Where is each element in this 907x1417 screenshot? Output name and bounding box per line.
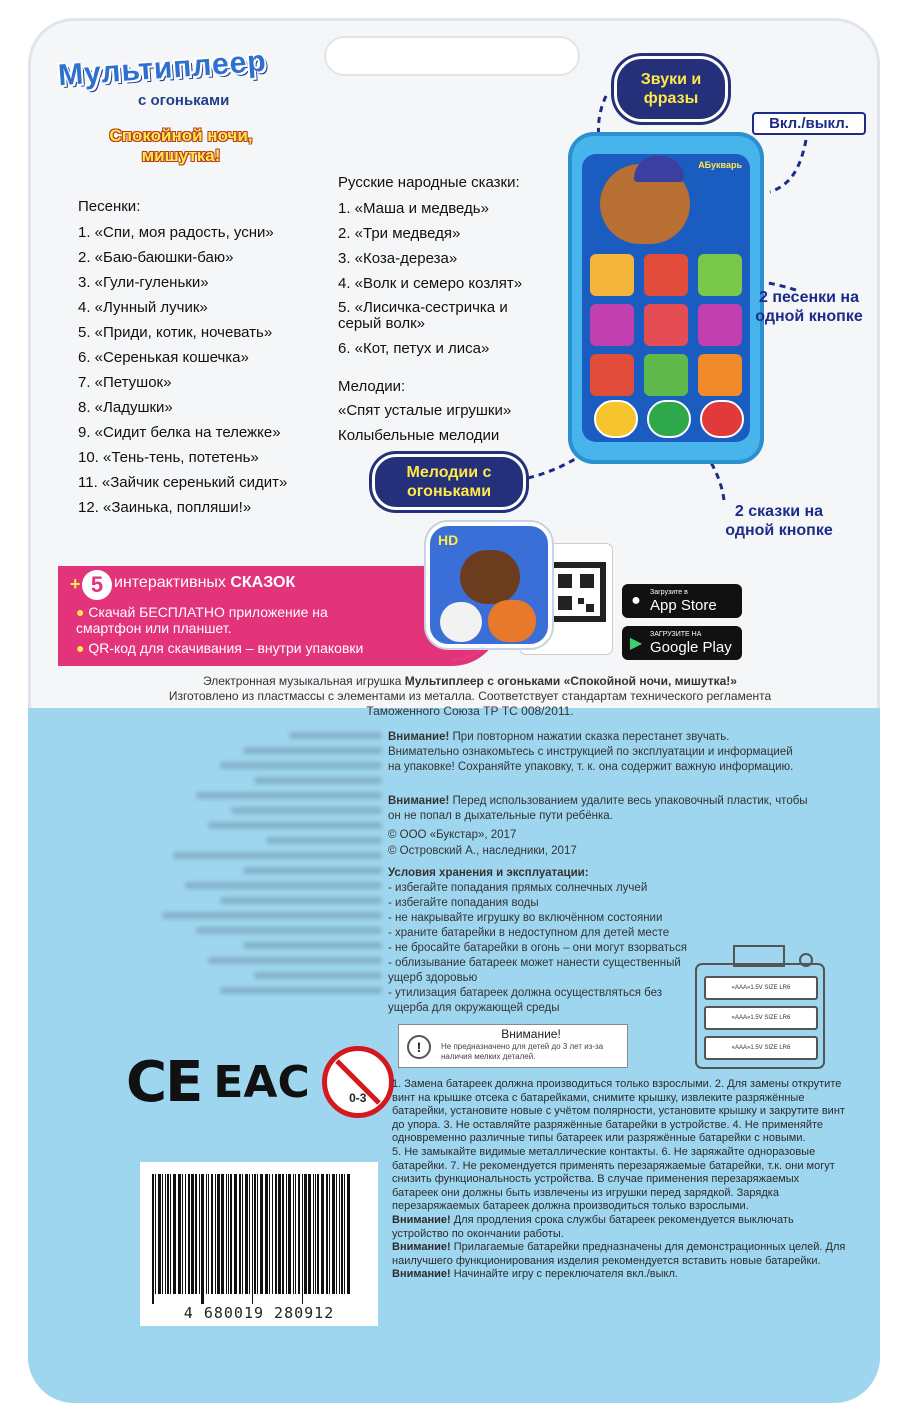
barcode-bar xyxy=(260,1174,263,1294)
barcode-bar xyxy=(288,1174,291,1294)
barcode-bar xyxy=(245,1174,248,1294)
list-item: - избегайте попадания воды xyxy=(388,897,539,909)
list-item: 2. «Три медведя» xyxy=(338,225,461,242)
instruction-paragraph xyxy=(392,1241,846,1268)
certification-marks xyxy=(126,1046,394,1118)
app-bear-icon xyxy=(460,550,520,604)
barcode-bar xyxy=(295,1174,296,1294)
list-item: 6. «Кот, петух и лиса» xyxy=(338,340,490,357)
promo-heading-prefix: интерактивных xyxy=(114,574,226,591)
barcode-bar xyxy=(158,1174,161,1294)
notice-attention-1 xyxy=(388,730,798,775)
phone-tiles xyxy=(590,254,742,396)
tile-button xyxy=(644,354,688,396)
phone-keys xyxy=(594,400,744,438)
battery-instructions xyxy=(392,1078,846,1282)
promo-bullet-text: Скачай БЕСПЛАТНО приложение на смартфон или планшет. xyxy=(76,604,328,636)
barcode-bar xyxy=(298,1174,300,1294)
barcode-bar xyxy=(242,1174,243,1294)
barcode-bar xyxy=(339,1174,340,1294)
barcode-bar xyxy=(321,1174,324,1294)
list-item: 10. «Тень-тень, потетень» xyxy=(78,449,259,466)
battery-diagram xyxy=(694,940,826,1070)
barcode-bar xyxy=(341,1174,343,1294)
barcode-bar xyxy=(275,1174,277,1294)
app-store-small: Загрузите в xyxy=(650,589,688,596)
screen-logo: АБукварь xyxy=(698,160,742,170)
melodies-list xyxy=(338,398,511,448)
barcode-bar xyxy=(234,1174,237,1294)
eac-mark: EAC xyxy=(213,1056,310,1108)
barcode-bar xyxy=(326,1174,328,1294)
notice-text: При повторном нажатии сказка перестанет звучать. Внимательно ознакомьтесь с инструкцией по эксплуатации и информацией на упаковке! Сохраняйте упаковку, т. к. она содержит важную информацию. xyxy=(388,731,794,773)
barcode-bar xyxy=(206,1174,207,1294)
apple-icon: ● xyxy=(631,592,641,609)
instruction-text: Начинайте игру с переключателя вкл./выкл. xyxy=(453,1268,678,1281)
barcode-bar xyxy=(230,1174,232,1294)
barcode-bar xyxy=(162,1174,163,1294)
barcode-bar xyxy=(178,1174,181,1294)
list-item: «Спят усталые игрушки» xyxy=(338,402,512,419)
instruction-text: Прилагаемые батарейки предназначены для демонстрационных целей. Для наилучшего функционирования изделия рекомендуется вставить новые батарейки. xyxy=(392,1241,846,1267)
desc-line-3: Таможенного Союза ТР ТС 008/2011. xyxy=(366,704,574,718)
desc-line-2: Изготовлено из пластмассы с элементами из металла. Соответствует стандартам технического регламента xyxy=(168,689,772,703)
barcode-bar xyxy=(217,1174,220,1294)
promo-bullet-1: ● Скачай БЕСПЛАТНО приложение на смартфон или планшет. xyxy=(76,604,328,636)
barcode-bar xyxy=(211,1174,213,1294)
tile-button xyxy=(698,354,742,396)
barcode-bar xyxy=(201,1174,204,1304)
product-description xyxy=(140,674,800,719)
battery-cell: «AAA»1.5V SIZE LR6 xyxy=(704,976,818,1000)
list-item: - не накрывайте игрушку во включённом состоянии xyxy=(388,912,663,924)
barcode-bars xyxy=(152,1174,366,1304)
list-item: 3. «Гули-гуленьки» xyxy=(78,274,209,291)
list-item: - храните батарейки в недоступном для детей месте xyxy=(388,927,670,939)
barcode-bar xyxy=(173,1174,176,1294)
barcode-bar xyxy=(165,1174,166,1294)
instruction-paragraph xyxy=(392,1214,846,1241)
notice-text: Перед использованием удалите весь упаковочный пластик, чтобы он не попал в дыхательные пути ребёнка. xyxy=(388,795,808,822)
barcode-bar xyxy=(254,1174,256,1294)
copyright-2: © Островский А., наследники, 2017 xyxy=(388,845,577,857)
barcode-bar xyxy=(191,1174,194,1294)
promo-heading-strong: СКАЗОК xyxy=(230,574,296,591)
barcode-bar xyxy=(272,1174,273,1294)
barcode-bar xyxy=(195,1174,197,1294)
callout-two-songs: 2 песенки на одной кнопке xyxy=(755,289,863,325)
list-item: Колыбельные мелодии xyxy=(338,427,500,444)
copyright-1: © ООО «Букстар», 2017 xyxy=(388,829,517,841)
circle-key-icon xyxy=(647,400,691,438)
barcode-bar xyxy=(188,1174,190,1294)
melodies-title: Мелодии: xyxy=(338,378,406,395)
barcode-bar xyxy=(199,1174,200,1294)
ce-mark: CE xyxy=(126,1049,202,1115)
star-key-icon xyxy=(594,400,638,438)
google-play-icon: ▶ xyxy=(629,635,643,652)
instruction-label: Внимание! xyxy=(392,1213,451,1226)
desc-product-name: Мультиплеер с огоньками «Спокойной ночи, мишутка!» xyxy=(404,674,737,688)
instruction-text: Для продления срока службы батареек рекомендуется выключать устройство по окончании работы. xyxy=(392,1213,794,1240)
list-item: - облизывание батареек может нанести существенный ущерб здоровью xyxy=(388,957,681,984)
list-item: 4. «Волк и семеро козлят» xyxy=(338,275,523,292)
product-subtitle: Спокойной ночи, мишутка! xyxy=(109,126,253,165)
barcode-bar xyxy=(317,1174,319,1294)
barcode-bar xyxy=(278,1174,281,1294)
barcode-bar xyxy=(257,1174,258,1294)
barcode-bar xyxy=(344,1174,345,1294)
instruction-paragraph: 5. Не замыкайте видимые металлические контакты. 6. Не заряжайте одноразовые батарейки. 7. Не рекомендуется применять перезаряжаемые батарейки, т.к. они могут снизить функциональность устройства. В случае применения перезаряжаемых батареек они должны быть извлечены из игрушки перед зарядкой. Зарядка перезаряжаемых батареек должна производиться только взрослыми. xyxy=(392,1145,835,1213)
list-item: 5. «Лисичка-сестричка и серый волк» xyxy=(338,299,508,332)
age-restriction-icon xyxy=(322,1046,394,1118)
list-item: 1. «Маша и медведь» xyxy=(338,200,489,217)
list-item: 3. «Коза-дереза» xyxy=(338,250,458,267)
google-play-badge[interactable] xyxy=(622,626,742,660)
list-item: 9. «Сидит белка на тележке» xyxy=(78,424,281,441)
barcode-bar xyxy=(185,1174,186,1294)
promo-plus: + xyxy=(70,574,81,594)
barcode-bar xyxy=(215,1174,216,1294)
prohibited-slash-icon xyxy=(327,1051,389,1113)
songs-title: Песенки: xyxy=(78,198,141,215)
warning-title: Внимание! xyxy=(501,1027,561,1041)
brand-logo xyxy=(57,44,298,128)
blurred-manufacturer-info xyxy=(150,724,382,1024)
callout-power: Вкл./выкл. xyxy=(752,112,866,135)
callout-two-tales: 2 сказки на одной кнопке xyxy=(725,503,833,539)
app-fox-icon xyxy=(488,600,536,642)
songs-list xyxy=(78,220,287,520)
list-item: 8. «Ладушки» xyxy=(78,399,173,416)
barcode-bar xyxy=(329,1174,330,1294)
barcode-bar xyxy=(336,1174,337,1294)
phone-toy-image xyxy=(568,132,764,464)
barcode-bar xyxy=(315,1174,316,1294)
barcode-bar xyxy=(304,1174,307,1294)
tile-button xyxy=(644,304,688,346)
tile-button xyxy=(698,254,742,296)
tile-button xyxy=(644,254,688,296)
hang-hole xyxy=(324,36,580,76)
list-item: 4. «Лунный лучик» xyxy=(78,299,208,316)
barcode-bar xyxy=(269,1174,270,1294)
list-item: - не бросайте батарейки в огонь – они могут взорваться xyxy=(388,942,688,954)
app-hd-badge: HD xyxy=(438,532,459,548)
warning-icon: ! xyxy=(407,1035,431,1059)
promo-number: 5 xyxy=(82,570,112,600)
barcode-bar xyxy=(221,1174,224,1294)
phone-screen xyxy=(582,154,750,442)
tales-title: Русские народные сказки: xyxy=(338,174,520,191)
promo-bullet-2: ● QR-код для скачивания – внутри упаковки xyxy=(76,640,364,656)
notice-label: Внимание! xyxy=(388,795,450,807)
storage-section xyxy=(388,866,688,1016)
promo-heading xyxy=(114,574,295,592)
list-item: 2. «Баю-баюшки-баю» xyxy=(78,249,234,266)
barcode-bar xyxy=(286,1174,287,1294)
heart-key-icon xyxy=(700,400,744,438)
list-item: 5. «Приди, котик, ночевать» xyxy=(78,324,273,341)
barcode-bar xyxy=(182,1174,183,1294)
tales-list xyxy=(338,196,548,361)
barcode xyxy=(140,1162,378,1326)
tile-button xyxy=(590,354,634,396)
app-store-name: App Store xyxy=(650,597,717,614)
desc-prefix: Электронная музыкальная игрушка xyxy=(203,674,402,688)
list-item: 1. «Спи, моя радость, усни» xyxy=(78,224,274,241)
barcode-number: 4 680019 280912 xyxy=(183,1304,335,1322)
list-item: - избегайте попадания прямых солнечных лучей xyxy=(388,882,648,894)
battery-cell: «AAA»1.5V SIZE LR6 xyxy=(704,1036,818,1060)
barcode-bar xyxy=(293,1174,294,1294)
barcode-bar xyxy=(228,1174,229,1294)
list-item: 12. «Заинька, попляши!» xyxy=(78,499,252,516)
tile-button xyxy=(590,304,634,346)
list-item: 6. «Серенькая кошечка» xyxy=(78,349,249,366)
instruction-label: Внимание! xyxy=(392,1241,451,1254)
barcode-bar xyxy=(302,1174,303,1304)
barcode-bar xyxy=(155,1174,156,1294)
barcode-bar xyxy=(226,1174,227,1294)
callout-sounds: Звуки и фразы xyxy=(614,56,728,122)
bear-nightcap xyxy=(634,156,684,182)
barcode-bar xyxy=(313,1174,314,1294)
promo-bullet-text: QR-код для скачивания – внутри упаковки xyxy=(88,640,364,656)
app-icon-image xyxy=(426,522,552,648)
list-item: 7. «Петушок» xyxy=(78,374,172,391)
instruction-paragraph xyxy=(392,1268,846,1282)
google-play-name: Google Play xyxy=(650,639,732,656)
notice-label: Внимание! xyxy=(388,731,450,743)
instruction-label: Внимание! xyxy=(392,1268,451,1281)
age-label: 0-3 xyxy=(349,1091,367,1105)
app-store-badge[interactable] xyxy=(622,584,742,618)
age-warning-box xyxy=(398,1024,628,1068)
logo-title: Мультиплеер xyxy=(57,44,268,93)
google-play-small: ЗАГРУЗИТЕ НА xyxy=(650,631,702,638)
callout-melodies: Мелодии с огоньками xyxy=(372,454,526,510)
tile-button xyxy=(698,304,742,346)
instruction-paragraph: 1. Замена батареек должна производиться только взрослыми. 2. Для замены открутите винт на крышке отсека с батарейками, снимите крышку, извлеките разряжённые батарейки, установите новые с учётом полярности, установите крышку и закрутите винт до упора. 3. Не оставляйте разряжённые батарейки в устройстве. 4. Не применяйте одновременно различные типы батареек или разряжённые батарейки с новыми. xyxy=(392,1078,845,1145)
barcode-bar xyxy=(208,1174,209,1294)
barcode-bar xyxy=(239,1174,241,1294)
battery-cell: «AAA»1.5V SIZE LR6 xyxy=(704,1006,818,1030)
barcode-bar xyxy=(170,1174,171,1294)
barcode-bar xyxy=(249,1174,250,1294)
list-item: 11. «Зайчик серенький сидит» xyxy=(78,474,288,491)
barcode-bar xyxy=(252,1174,253,1304)
notice-attention-2 xyxy=(388,794,818,824)
barcode-bar xyxy=(347,1174,350,1294)
barcode-bar xyxy=(282,1174,284,1294)
app-hare-icon xyxy=(440,602,482,642)
barcode-bar xyxy=(265,1174,268,1294)
barcode-bar xyxy=(332,1174,335,1294)
list-item: - утилизация батареек должна осуществляться без ущерба для окружающей среды xyxy=(388,987,663,1014)
barcode-bar xyxy=(308,1174,311,1294)
barcode-bar xyxy=(167,1174,169,1294)
storage-title: Условия хранения и эксплуатации: xyxy=(388,867,589,879)
warning-text: Не предназначено для детей до 3 лет из-за наличия мелких деталей. xyxy=(441,1042,604,1061)
logo-subtitle: с огоньками xyxy=(138,92,230,109)
tile-button xyxy=(590,254,634,296)
barcode-bar xyxy=(152,1174,154,1304)
